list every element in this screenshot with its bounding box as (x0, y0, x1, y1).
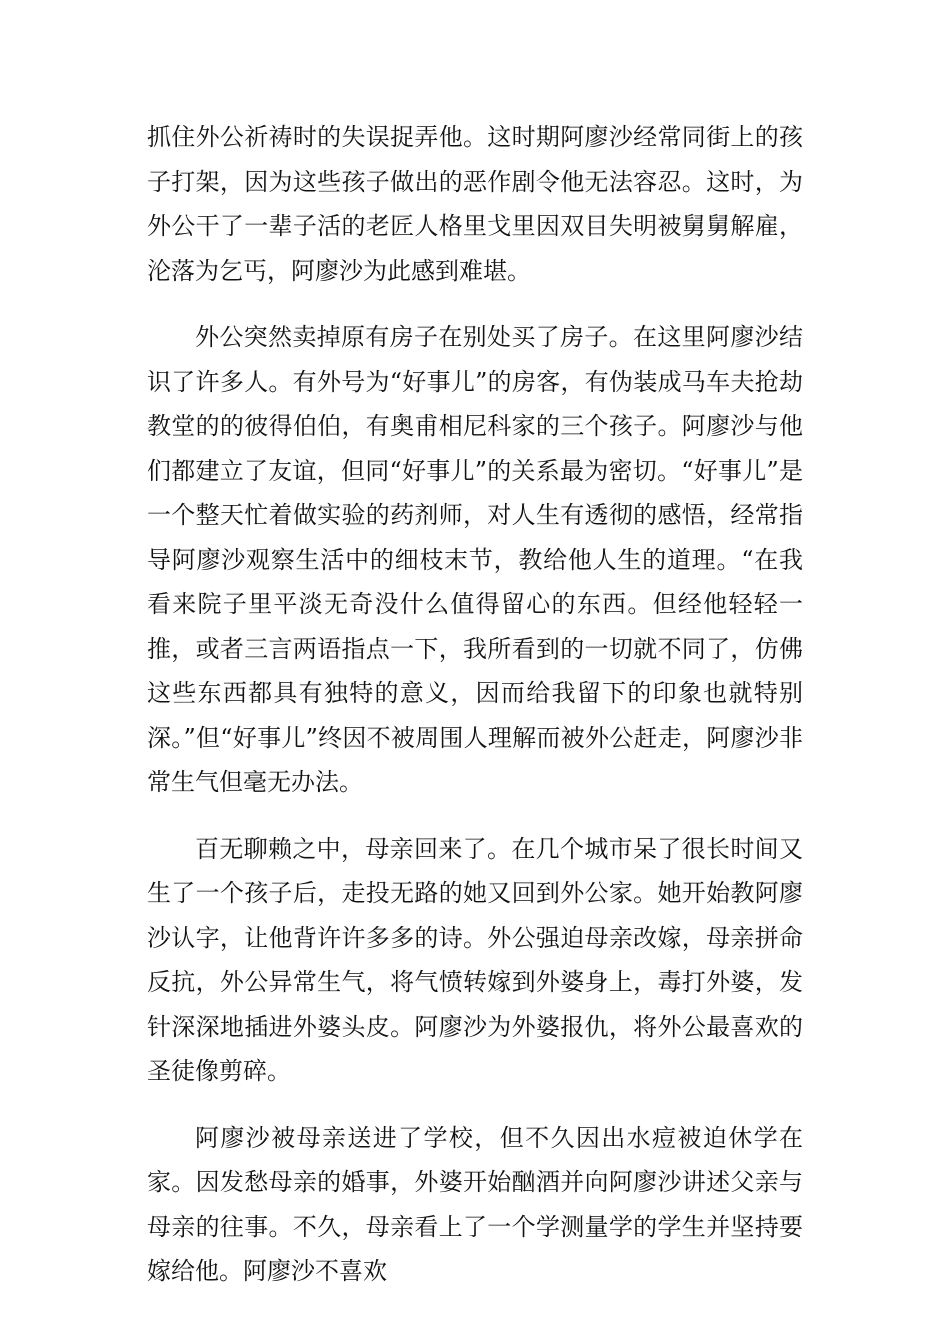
paragraph-2: 外公突然卖掉原有房子在别处买了房子。在这里阿廖沙结识了许多人。有外号为“好事儿”的房客，有伪装成马车夫抢劫教堂的的彼得伯伯，有奥甫相尼科家的三个孩子。阿廖沙与他们都建立了友谊，但同“好事儿”的关系最为密切。“好事儿”是一个整天忙着做实验的药剂师，对人生有透彻的感悟，经常指导阿廖沙观察生活中的细枝末节，教给他人生的道理。“在我看来院子里平淡无奇没什么值得留心的东西。但经他轻轻一推，或者三言两语指点一下，我所看到的一切就不同了，仿佛这些东西都具有独特的意义，因而给我留下的印象也就特别深。”但“好事儿”终因不被周围人理解而被外公赶走，阿廖沙非常生气但毫无办法。 (147, 323, 803, 796)
paragraph-4: 阿廖沙被母亲送进了学校，但不久因出水痘被迫休学在家。因发愁母亲的婚事，外婆开始酗酒并向阿廖沙讲述父亲与母亲的往事。不久，母亲看上了一个学测量学的学生并坚持要嫁给他。阿廖沙不喜欢 (147, 1123, 803, 1285)
paragraph-3: 百无聊赖之中，母亲回来了。在几个城市呆了很长时间又生了一个孩子后，走投无路的她又回到外公家。她开始教阿廖沙认字，让他背许许多多的诗。外公强迫母亲改嫁，母亲拼命反抗，外公异常生气，将气愤转嫁到外婆身上，毒打外婆，发针深深地插进外婆头皮。阿廖沙为外婆报仇，将外公最喜欢的圣徒像剪碎。 (147, 834, 803, 1085)
paragraph-1: 抓住外公祈祷时的失误捉弄他。这时期阿廖沙经常同街上的孩子打架，因为这些孩子做出的恶作剧令他无法容忍。这时，为外公干了一辈子活的老匠人格里戈里因双目失明被舅舅解雇，沦落为乞丐，阿廖沙为此感到难堪。 (147, 123, 803, 285)
document-body (147, 115, 803, 1316)
